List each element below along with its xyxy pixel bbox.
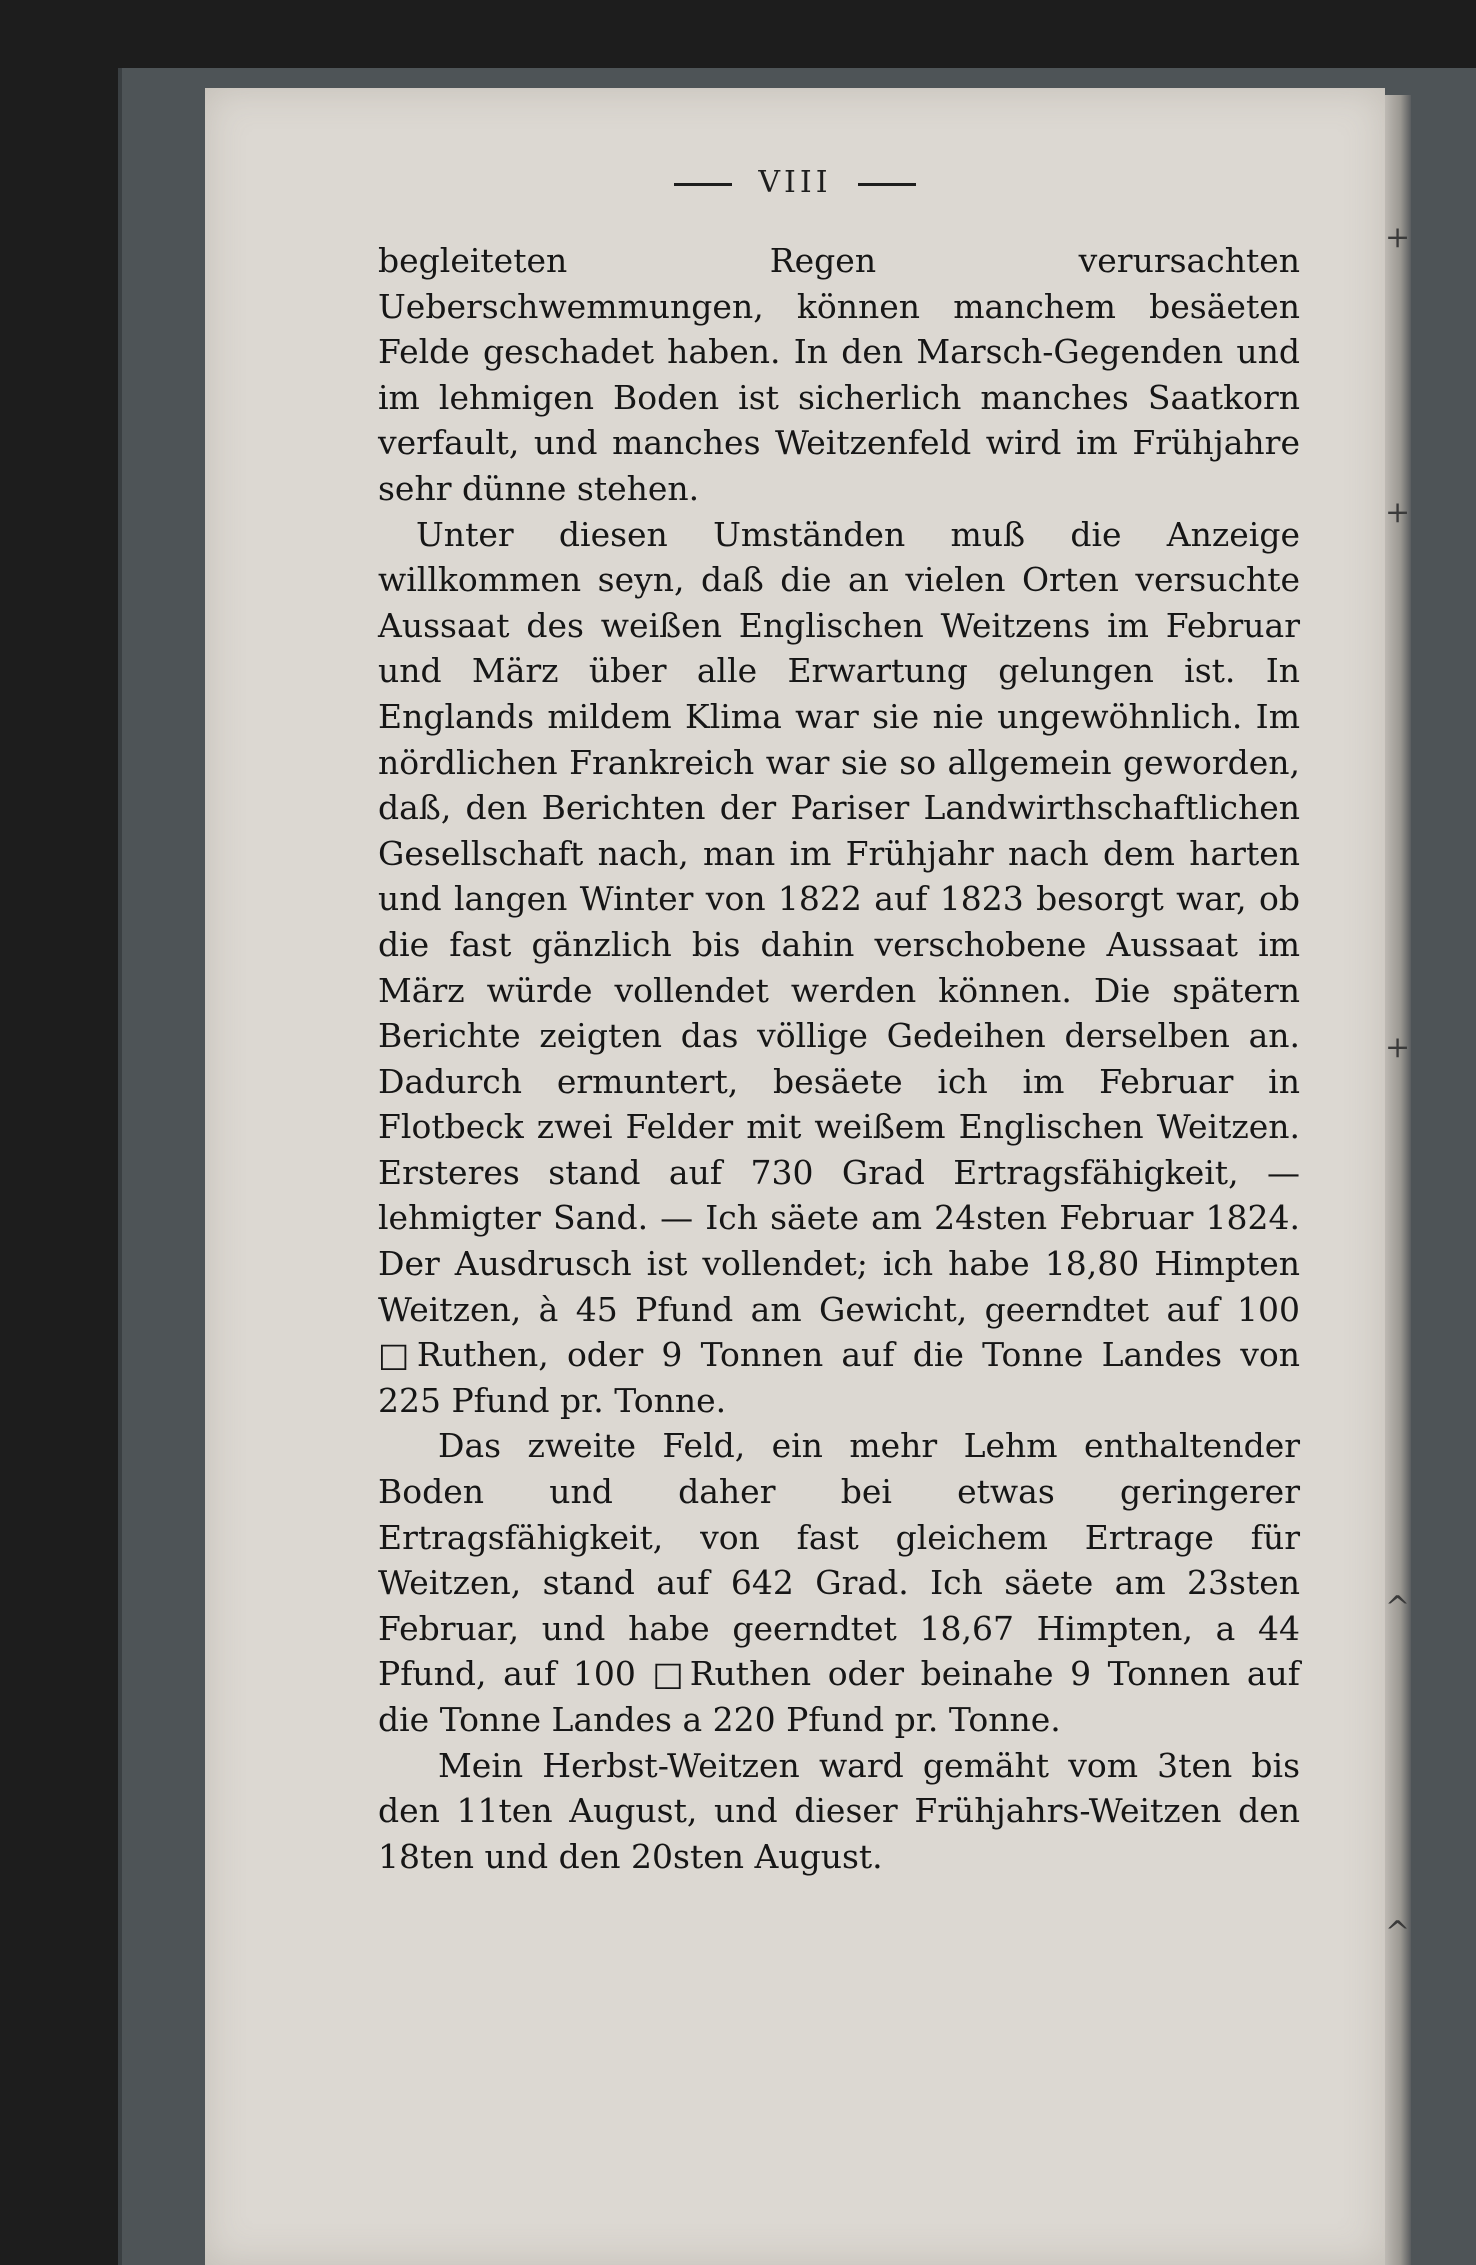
page-header	[205, 165, 1385, 200]
paragraph-2: Unter diesen Umständen muß die Anzeige willkommen seyn, daß die an vielen Orten versuchte Aussaat des weißen Englischen Weitzens im Februar und März über alle Erwartung gelungen ist. In Englands mildem Klima war sie nie ungewöhnlich. Im nördlichen Frankreich war sie so allgemein geworden, daß, den Berichten der Pariser Landwirthschaftlichen Gesellschaft nach, man im Frühjahr nach dem harten und langen Winter von 1822 auf 1823 besorgt war, ob die fast gänzlich bis dahin verschobene Aussaat im März würde vollendet werden können. Die spätern Berichte zeigten das völlige Gedeihen derselben an. Dadurch ermuntert, besäete ich im Februar in Flotbeck zwei Felder mit weißem Englischen Weitzen. Ersteres stand auf 730 Grad Ertragsfähigkeit, — lehmigter Sand. — Ich säete am 24sten Februar 1824. Der Ausdrusch ist vollendet; ich habe 18,80 Himpten Weitzen, à 45 Pfund am Gewicht, geerndtet auf 100 □Ruthen, oder 9 Tonnen auf die Tonne Landes von 225 Pfund pr. Tonne.	[378, 514, 1300, 1420]
margin-tick-mark: ^	[1385, 1590, 1411, 1625]
paragraph-4: Mein Herbst-Weitzen ward gemäht vom 3ten bis den 11ten August, und dieser Frühjahrs-Weitzen den 18ten und den 20sten August.	[378, 1745, 1300, 1876]
margin-tick-mark: +	[1385, 1030, 1411, 1065]
margin-tick-mark: +	[1385, 495, 1411, 530]
body-text	[378, 238, 1300, 1879]
header-rule-left	[674, 183, 732, 186]
paragraph-3: Das zweite Feld, ein mehr Lehm enthaltender Boden und daher bei etwas geringerer Ertragsfähigkeit, von fast gleichem Ertrage für Weitzen, stand auf 642 Grad. Ich säete am 23sten Februar, und habe geerndtet 18,67 Himpten, a 44 Pfund, auf 100 □Ruthen oder beinahe 9 Tonnen auf die Tonne Landes a 220 Pfund pr. Tonne.	[378, 1426, 1300, 1739]
margin-tick-mark: +	[1385, 220, 1411, 255]
page-number: VIII	[758, 165, 832, 200]
header-rule-right	[858, 183, 916, 186]
margin-tick-mark: ^	[1385, 1915, 1411, 1950]
paragraph-1: begleiteten Regen verursachten Ueberschwemmungen, können manchem besäeten Felde geschadet haben. In den Marsch-Gegenden und im lehmigen Boden ist sicherlich manches Saatkorn verfault, und manches Weitzenfeld wird im Frühjahre sehr dünne stehen.	[378, 241, 1300, 508]
